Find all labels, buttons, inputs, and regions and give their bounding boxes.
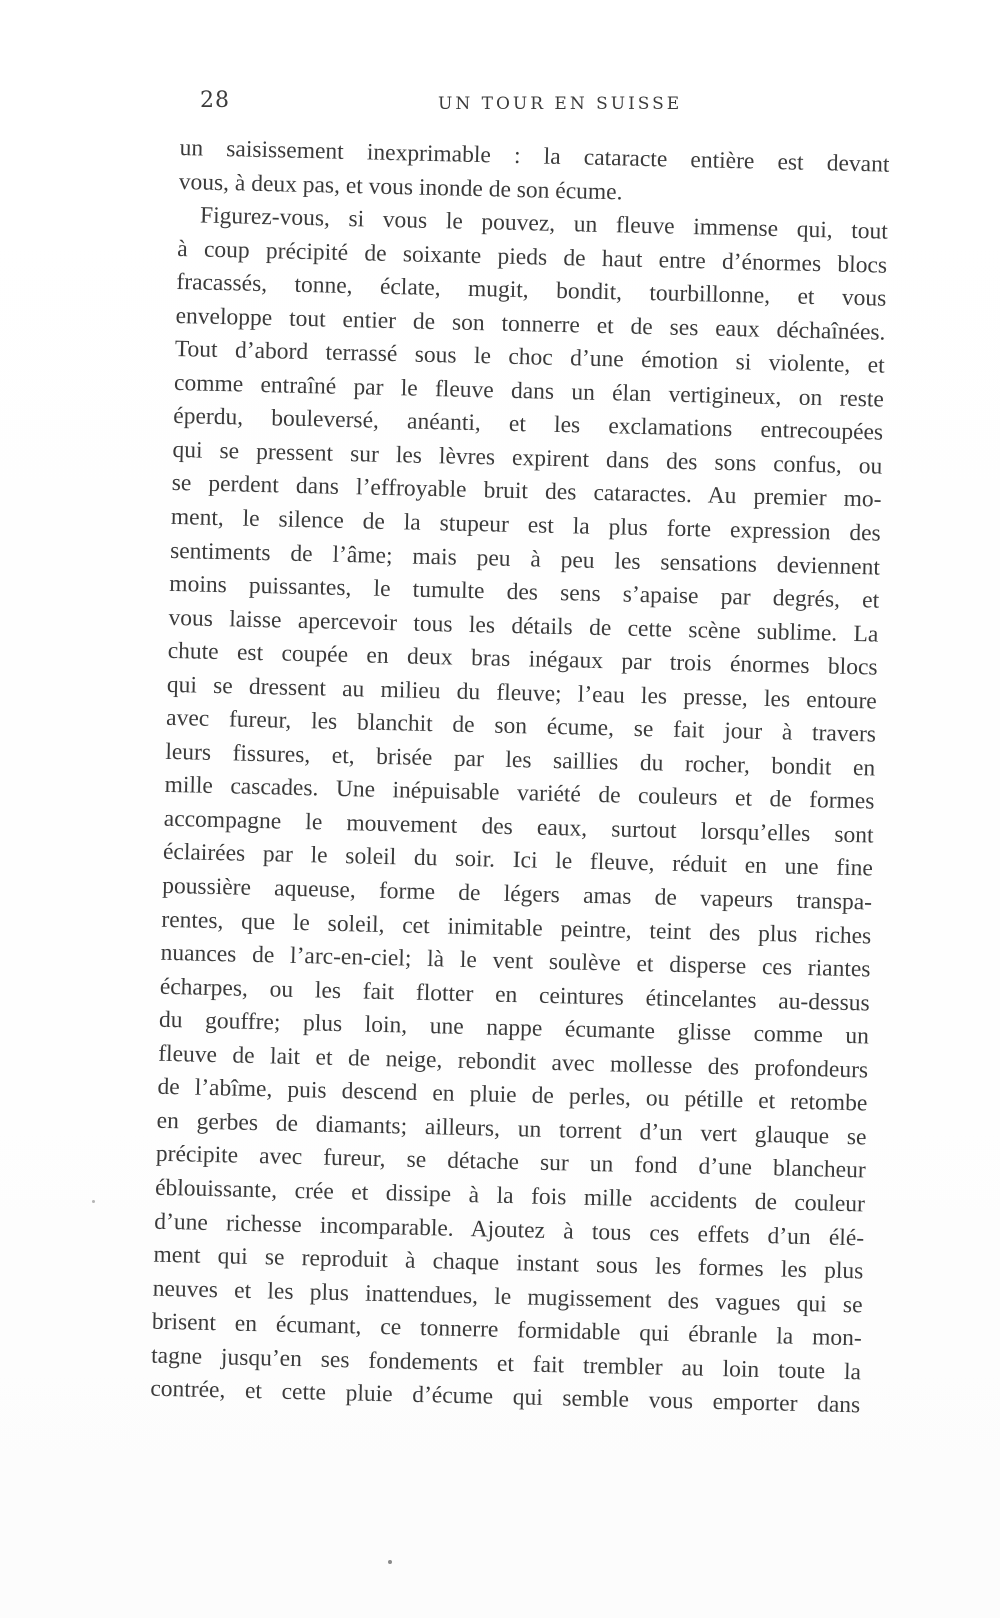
text-line: ment, le silence de la stupeur est la plus forte expression des: [170, 503, 882, 547]
text-line: chute est coupée en deux bras inégaux par trois énormes blocs: [167, 638, 878, 681]
text-line: en gerbes de diamants; ailleurs, un torrent d’un vert glauque se: [156, 1107, 867, 1151]
body-text: [150, 132, 890, 1423]
paper-speck: [388, 1560, 392, 1564]
text-line: neuves et les plus inattendues, le mugissement des vagues qui se: [152, 1275, 863, 1318]
running-head: UN TOUR EN SUISSE: [438, 94, 683, 114]
text-line: nuances de l’arc-en-ciel; là le vent soulève et disperse ces riantes: [160, 939, 871, 983]
text-line: avec fureur, les blanchit de son écume, se fait jour à travers: [165, 705, 877, 748]
text-line: éclairées par le soleil du soir. Ici le fleuve, réduit en une fine: [162, 839, 874, 883]
text-line: qui se dressent au milieu du fleuve; l’eau les presse, les entoure: [166, 671, 878, 715]
text-line: à coup précipité de soixante pieds de haut entre d’énormes blocs: [176, 235, 888, 279]
paper-speck: [92, 1200, 95, 1203]
text-line: leurs fissures, et, brisée par les saillies du rocher, bondit en: [165, 738, 876, 782]
text-line: sentiments de l’âme; mais peu à peu les sensations deviennent: [169, 537, 881, 581]
text-line: poussière aqueuse, forme de légers amas de vapeurs transpa-: [161, 872, 873, 916]
page-header: [200, 88, 890, 122]
text-line: vous, à deux pas, et vous inonde de son écume.: [178, 168, 623, 205]
text-line: rentes, que le soleil, cet inimitable peintre, teint des plus riches: [161, 906, 872, 950]
text-line: du gouffre; plus loin, une nappe écumante glisse comme un: [158, 1006, 870, 1050]
text-line: fracassés, tonne, éclate, mugit, bondit, tourbillonne, et vous: [176, 269, 887, 312]
text-line: contrée, et cette pluie d’écume qui semble vous emporter dans: [150, 1375, 861, 1419]
text-line: qui se pressent sur les lèvres expirent dans des sons confus, ou: [172, 436, 883, 480]
text-line: vous laisse apercevoir tous les détails de cette scène sublime. La: [168, 604, 879, 648]
text-line: éblouissante, crée et dissipe à la fois mille accidents de couleur: [154, 1174, 866, 1218]
text-line: d’une richesse incomparable. Ajoutez à tous ces effets d’un élé-: [154, 1208, 865, 1251]
text-line: mille cascades. Une inépuisable variété de couleurs et de formes: [164, 772, 875, 815]
text-line: accompagne le mouvement des eaux, surtout lorsqu’elles sont: [163, 805, 874, 849]
text-line: se perdent dans l’effroyable bruit des cataractes. Au premier mo-: [171, 470, 882, 514]
text-line: un saisissement inexprimable : la cataracte entière est devant: [179, 134, 890, 178]
text-line: fleuve de lait et de neige, rebondit avec mollesse des profondeurs: [157, 1040, 869, 1084]
text-line: ment qui se reproduit à chaque instant sous les formes les plus: [153, 1241, 864, 1285]
text-line: précipite avec fureur, se détache sur un fond d’une blancheur: [155, 1141, 867, 1184]
text-line: Figurez-vous, si vous le pouvez, un fleuve immense qui, tout: [199, 202, 889, 245]
text-line: éperdu, bouleversé, anéanti, et les exclamations entrecoupées: [172, 403, 884, 447]
text-line: brisent en écumant, ce tonnerre formidable qui ébranle la mon-: [151, 1308, 863, 1352]
text-line: écharpes, ou les fait flotter en ceintures étincelantes au-dessus: [159, 973, 870, 1017]
text-line: Tout d’abord terrassé sous le choc d’une émotion si violente, et: [174, 336, 885, 379]
text-line: enveloppe tout entier de son tonnerre et de ses eaux déchaînées.: [175, 302, 886, 346]
text-line: tagne jusqu’en ses fondements et fait trembler au loin toute la: [150, 1342, 862, 1386]
page-number: 28: [200, 88, 230, 113]
text-line: de l’abîme, puis descend en pluie de perles, ou pétille et retombe: [157, 1074, 868, 1117]
text-line: moins puissantes, le tumulte des sens s’apaise par degrés, et: [169, 570, 880, 614]
text-line: comme entraîné par le fleuve dans un élan vertigineux, on reste: [173, 369, 885, 413]
